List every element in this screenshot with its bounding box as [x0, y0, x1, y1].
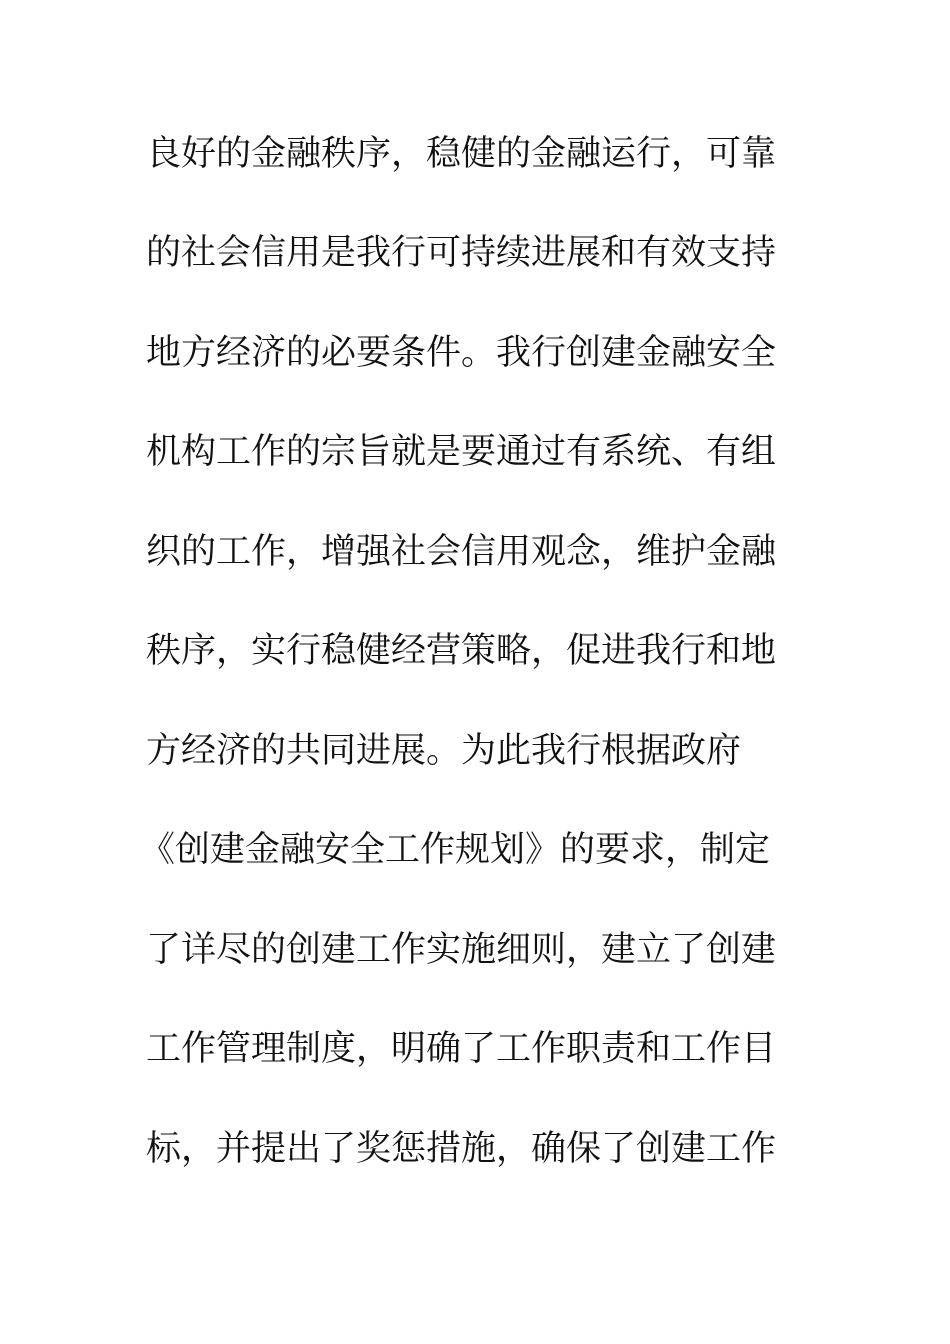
text-line: 了详尽的创建工作实施细则，建立了创建: [146, 929, 777, 970]
text-line: 良好的金融秩序，稳健的金融运行，可靠: [146, 134, 777, 174]
text-line: 工作管理制度，明确了工作职责和工作目: [146, 1029, 777, 1069]
text-line: 秩序，实行稳健经营策略，促进我行和地: [146, 631, 777, 671]
text-line: 标，并提出了奖惩措施，确保了创建工作: [146, 1128, 777, 1169]
body-paragraph: [140, 122, 786, 1216]
text-line: 地方经济的必要条件。我行创建金融安全: [146, 332, 777, 373]
text-line: 织的工作，增强社会信用观念，维护金融: [146, 531, 777, 572]
text-line: 《创建金融安全工作规划》的要求，制定: [140, 830, 771, 870]
text-line: 机构工作的宗旨就是要通过有系统、有组: [146, 432, 777, 472]
text-line: 的社会信用是我行可持续进展和有效支持: [146, 233, 777, 273]
text-line: 方经济的共同进展。为此我行根据政府: [146, 730, 742, 771]
